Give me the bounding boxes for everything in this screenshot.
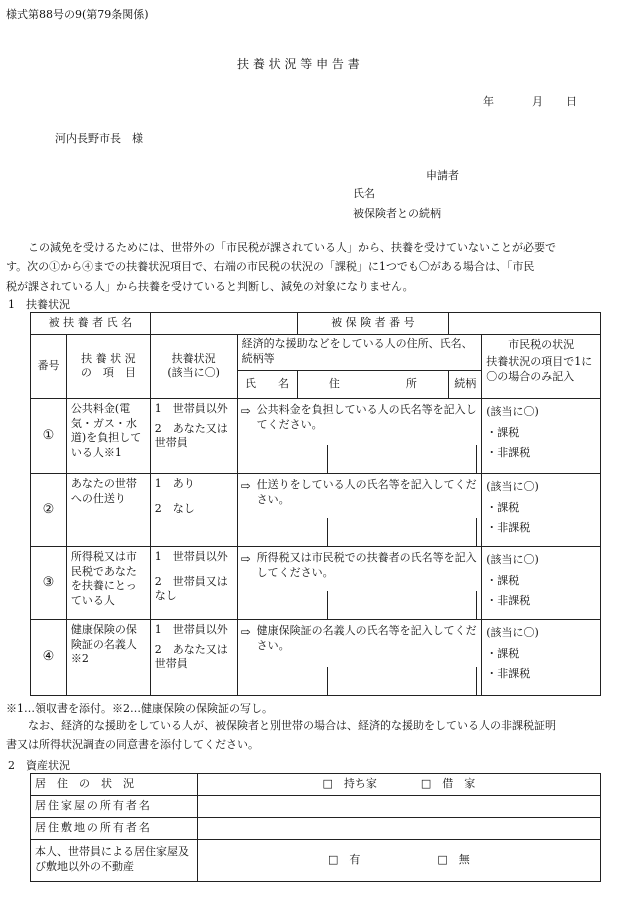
table-row	[31, 473, 601, 546]
row-item: あなたの世帯への仕送り	[66, 473, 150, 546]
header-relation: 続柄	[449, 370, 482, 398]
housing-status-options[interactable]: □ 持ち家 □ 借 家	[197, 774, 600, 796]
table-row	[31, 817, 601, 839]
table-row	[31, 795, 601, 817]
dependent-name-label: 被 扶 養 者 氏 名	[31, 313, 151, 335]
arrow-right-icon: ⇨	[240, 403, 251, 418]
support-status-table	[30, 312, 601, 696]
row-status-options[interactable]: 1 世帯員以外 2 世帯員又はなし	[150, 546, 237, 619]
applicant-relation-label: 被保険者との続柄	[353, 207, 441, 220]
row-support-info[interactable]: ⇨ 公共料金を負担している人の氏名等を記入してください。	[237, 398, 482, 473]
row-tax-status[interactable]: (該当に〇) ・課税 ・非課税	[482, 473, 601, 546]
row-status-options[interactable]: 1 世帯員以外 2 あなた又は世帯員	[150, 398, 237, 473]
divider	[476, 591, 477, 619]
arrow-right-icon: ⇨	[240, 551, 251, 566]
footnote: ※1…領収書を添付。※2…健康保険の保険証の写し。	[6, 702, 273, 715]
date-month-label: 月	[532, 95, 543, 108]
header-name: 氏 名	[237, 370, 297, 398]
asset-row-label: 本人、世帯員による居住家屋及び敷地以外の不動産	[31, 839, 198, 881]
row-number: ③	[31, 546, 67, 619]
header-item: 扶 養 状 況 の 項 目	[66, 335, 150, 399]
section1-title: 1 扶養状況	[8, 298, 70, 311]
addressee: 河内長野市長 様	[55, 132, 143, 145]
row-status-options[interactable]: 1 あり 2 なし	[150, 473, 237, 546]
date-day-label: 日	[566, 95, 577, 108]
section2-title: 2 資産状況	[8, 759, 70, 772]
row-tax-status[interactable]: (該当に〇) ・課税 ・非課税	[482, 619, 601, 695]
note-paragraph: なお、経済的な援助をしている人が、被保険者と別世帯の場合は、経済的な援助をしている人の非課税証明 書又は所得状況調査の同意書を添付してください。	[6, 719, 556, 752]
row-item: 所得税又は市民税であなたを扶養にとっている人	[66, 546, 150, 619]
asset-status-table	[30, 773, 601, 882]
asset-row-label: 居 住 の 状 況	[31, 774, 198, 796]
asset-row-label: 居住家屋の所有者名	[31, 795, 198, 817]
house-owner-field[interactable]	[197, 795, 600, 817]
divider	[476, 518, 477, 546]
table-row	[31, 546, 601, 619]
row-status-options[interactable]: 1 世帯員以外 2 あなた又は世帯員	[150, 619, 237, 695]
intro-paragraph: この減免を受けるためには、世帯外の「市民税が課されている人」から、扶養を受けていないことが必要で す。次の①から④までの扶養状況項目で、右端の市民税の状況の「課税」に1つでも〇がある場合は、「市民 税が課されている人」から扶養を受けていると判断し、減免の対象になりません。	[6, 241, 556, 293]
row-number: ②	[31, 473, 67, 546]
divider	[476, 445, 477, 473]
header-status: 扶養状況 (該当に〇)	[150, 335, 237, 399]
row-tax-status[interactable]: (該当に〇) ・課税 ・非課税	[482, 398, 601, 473]
row-number: ④	[31, 619, 67, 695]
table-row	[31, 774, 601, 796]
arrow-right-icon: ⇨	[240, 478, 251, 493]
header-support-info: 経済的な援助などをしている人の住所、氏名、続柄等	[237, 335, 482, 371]
other-property-options[interactable]: □ 有 □ 無	[197, 839, 600, 881]
applicant-name-label: 氏名	[353, 187, 375, 200]
divider	[327, 518, 328, 546]
date-year-label: 年	[483, 95, 494, 108]
insured-number-label: 被 保 険 者 番 号	[297, 313, 449, 335]
row-support-info[interactable]: ⇨ 所得税又は市民税での扶養者の氏名等を記入してください。	[237, 546, 482, 619]
divider	[476, 667, 477, 695]
table-row	[31, 398, 601, 473]
asset-row-label: 居住敷地の所有者名	[31, 817, 198, 839]
header-number: 番号	[31, 335, 67, 399]
header-tax-status: 市民税の状況 扶養状況の項目で1に〇の場合のみ記入	[482, 335, 601, 399]
row-support-info[interactable]: ⇨ 健康保険証の名義人の氏名等を記入してください。	[237, 619, 482, 695]
divider	[327, 667, 328, 695]
row-item: 公共料金(電気・ガス・水道)を負担している人※1	[66, 398, 150, 473]
applicant-heading: 申請者	[426, 169, 459, 182]
table-row	[31, 619, 601, 695]
row-support-info[interactable]: ⇨ 仕送りをしている人の氏名等を記入してください。	[237, 473, 482, 546]
table-row	[31, 839, 601, 881]
form-number: 様式第88号の9(第79条関係)	[6, 8, 149, 21]
form-title: 扶 養 状 況 等 申 告 書	[237, 57, 360, 71]
row-item: 健康保険の保険証の名義人※2	[66, 619, 150, 695]
arrow-right-icon: ⇨	[240, 624, 251, 639]
divider	[327, 591, 328, 619]
dependent-name-field[interactable]	[150, 313, 297, 335]
divider	[327, 445, 328, 473]
header-address: 住 所	[297, 370, 449, 398]
row-tax-status[interactable]: (該当に〇) ・課税 ・非課税	[482, 546, 601, 619]
row-number: ①	[31, 398, 67, 473]
insured-number-field[interactable]	[449, 313, 601, 335]
land-owner-field[interactable]	[197, 817, 600, 839]
